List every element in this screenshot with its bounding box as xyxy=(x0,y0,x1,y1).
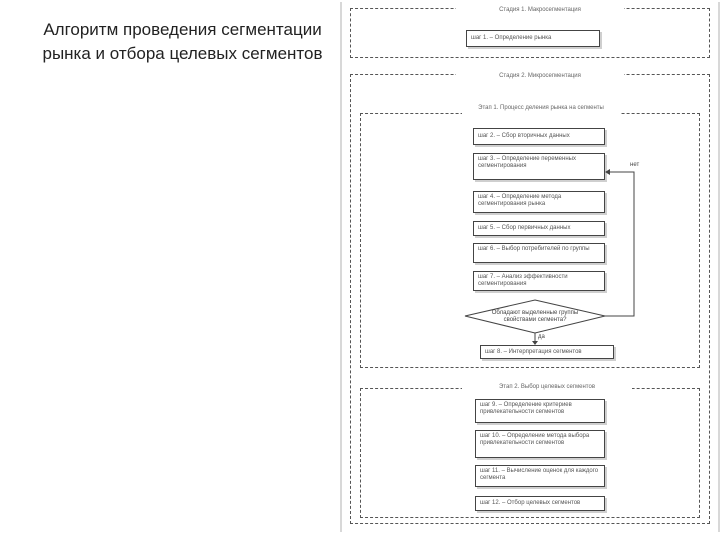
step4-box: шаг 4. – Определение метода сегментирования рынка xyxy=(473,191,605,213)
phase2-header: Этап 2. Выбор целевых сегментов xyxy=(462,382,632,393)
step3-box: шаг 3. – Определение переменных сегментирования xyxy=(473,153,605,180)
step9-box: шаг 9. – Определение критериев привлекательности сегментов xyxy=(475,399,605,423)
slide-title: Алгоритм проведения сегментации рынка и отбора целевых сегментов xyxy=(42,20,323,63)
step6-box: шаг 6. – Выбор потребителей по группы xyxy=(473,243,605,263)
phase1-header: Этап 1. Процесс деления рынка на сегменты xyxy=(462,103,620,114)
step8-box: шаг 8. – Интерпретация сегментов xyxy=(480,345,614,359)
decision-text: Обладают выделенные группы свойствами сегмента? xyxy=(491,310,579,323)
step11-box: шаг 11. – Вычисление оценок для каждого сегмента xyxy=(475,465,605,487)
step1-box: шаг 1. – Определение рынка xyxy=(466,30,600,47)
no-arrow-head xyxy=(605,169,610,175)
yes-label: да xyxy=(538,334,545,340)
step5-box: шаг 5. – Сбор первичных данных xyxy=(473,221,605,236)
step2-box: шаг 2. – Сбор вторичных данных xyxy=(473,128,605,145)
no-loop-line xyxy=(605,172,634,316)
step10-box: шаг 10. – Определение метода выбора привлекательности сегментов xyxy=(475,430,605,458)
stage1-header: Стадия 1. Макросегментация xyxy=(456,5,624,16)
step7-box: шаг 7. – Анализ эффективности сегментирования xyxy=(473,271,605,291)
stage2-header: Стадия 2. Микросегментация xyxy=(456,71,624,82)
no-label: нет xyxy=(630,162,640,168)
step12-box: шаг 12. – Отбор целевых сегментов xyxy=(475,496,605,511)
